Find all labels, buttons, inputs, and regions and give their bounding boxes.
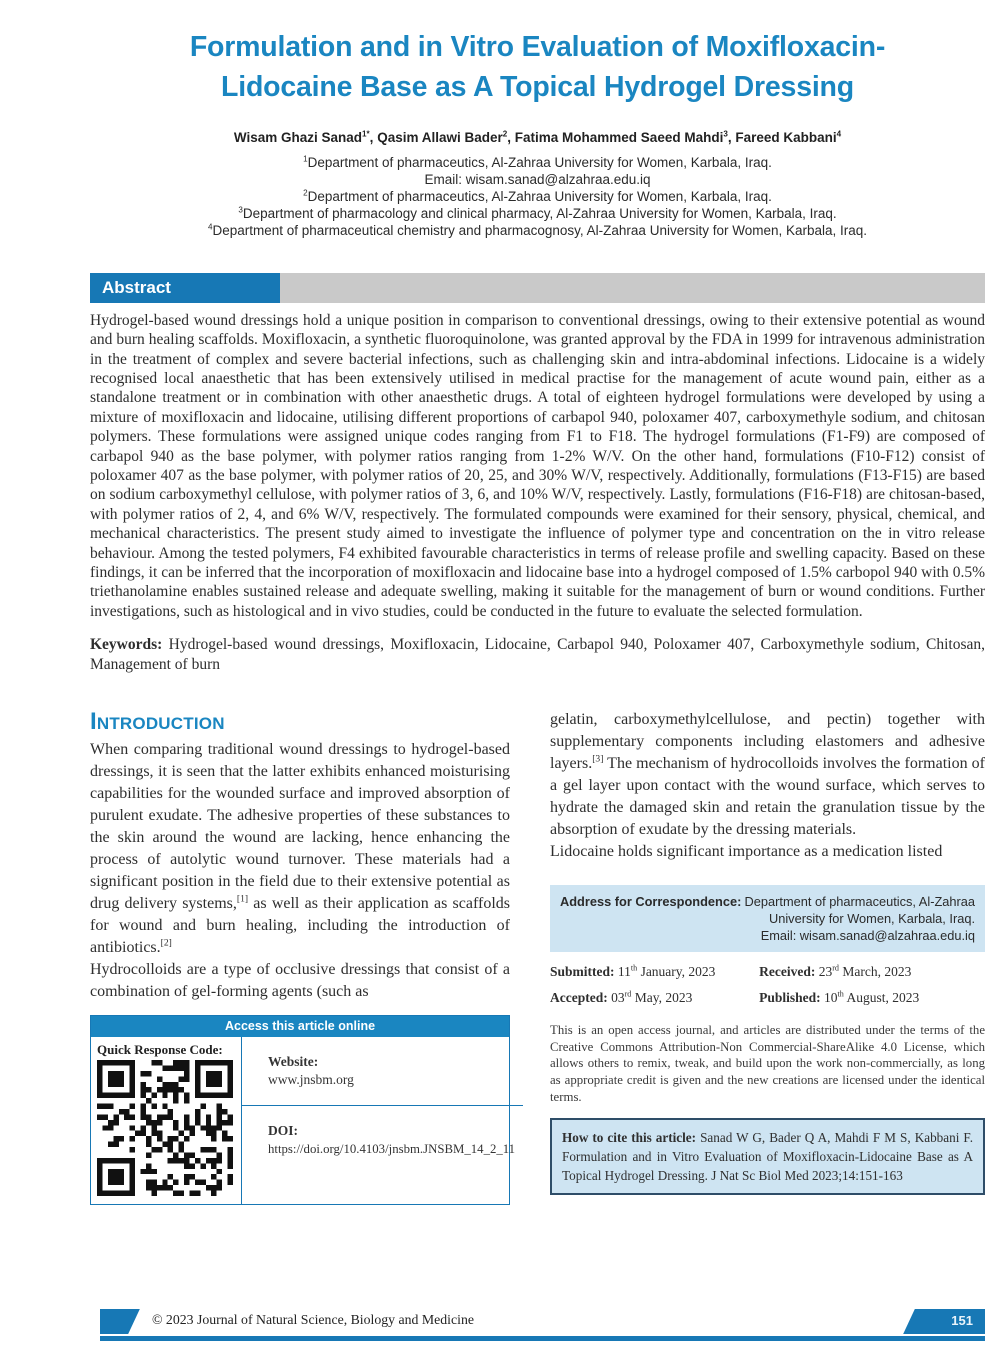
access-box-header: Access this article online bbox=[91, 1016, 509, 1037]
body-paragraph-3: gelatin, carboxymethylcellulose, and pectin) together with supplementary components including elastomers and adhesive layers.[3] The mechanism of hydrocolloids involves the formation of a gel layer upon contact with the wound surface, which serves to hydrate the damaged skin and retain the granulation tissue by the absorption of exudate by the dressing materials. bbox=[550, 711, 985, 839]
affiliation-superscript: 4 bbox=[207, 222, 213, 232]
cite-text: Sanad W G, Bader Q A, Mahdi F M S, Kabbani F. Formulation and in Vitro Evaluation of Moxifloxacin-Lidocaine Base as A Topical Hydrogel Dressing. J Nat Sc Biol Med 2023;14:151-163 bbox=[562, 1130, 973, 1184]
footer-band bbox=[100, 1309, 985, 1334]
open-access-statement: This is an open access journal, and articles are distributed under the terms of the Creative Commons Attribution-Non Commercial-ShareAlike 4.0 License, which allows others to remix, tweak, and build upon the work non-commercially, as long as appropriate credit is given and the new creations are licensed under the identical terms. bbox=[550, 1023, 985, 1104]
right-column bbox=[550, 709, 985, 1205]
qr-code bbox=[97, 1060, 233, 1196]
abstract-section-header bbox=[90, 273, 985, 303]
author: Fareed Kabbani$^4$ bbox=[735, 129, 842, 145]
author-superscript: 4 bbox=[836, 129, 842, 139]
author: Wisam Ghazi Sanad$^{1*}$, bbox=[233, 129, 378, 145]
reference-marker-1: [1] bbox=[236, 893, 249, 905]
correspondence-label: Address for Correspondence: bbox=[560, 894, 742, 910]
affiliations bbox=[90, 154, 985, 239]
introduction-paragraph-2: Hydrocolloids are a type of occlusive dressings that consist of a combination of gel-forming agents (such as bbox=[90, 961, 510, 1001]
correspondence-box bbox=[550, 885, 985, 952]
two-column-body bbox=[90, 709, 985, 1205]
page-number: 151 bbox=[951, 1313, 973, 1328]
affiliation-line: $^2$Department of pharmaceutics, Al-Zahraa University for Women, Karbala, Iraq. bbox=[303, 188, 772, 204]
how-to-cite-box bbox=[550, 1118, 985, 1195]
correspondence-email: Email: wisam.sanad@alzahraa.edu.iq bbox=[760, 928, 975, 944]
access-box-grid bbox=[91, 1037, 516, 1204]
doi-url: https://doi.org/10.4103/jnsbm.JNSBM_14_2_11 bbox=[268, 1142, 516, 1157]
author-superscript: 3 bbox=[723, 129, 728, 139]
access-links bbox=[241, 1037, 523, 1204]
affiliation-line: $^4$Department of pharmaceutical chemistry and pharmacognosy, Al-Zahraa University for Women, Karbala, Iraq. bbox=[207, 222, 868, 238]
keywords-label: Keywords: bbox=[90, 636, 163, 654]
keywords-text: Hydrogel-based wound dressings, Moxifloxacin, Lidocaine, Carbapol 940, Poloxamer 407, Carboxymethyle sodium, Chitosan, Management of burn bbox=[90, 636, 985, 674]
footer-rule bbox=[100, 1336, 985, 1341]
title-line-1: Formulation and in Vitro Evaluation of Moxifloxacin- bbox=[189, 31, 886, 63]
access-article-online-box bbox=[90, 1015, 516, 1205]
doi-cell bbox=[242, 1105, 523, 1204]
abstract-text: Hydrogel-based wound dressings hold a unique position in comparison to conventional dressings, owing to their extensive potential as wound and burn healing scaffolds. Moxifloxacin, a synthetic fluoroquinolone, was granted approval by the FDA in 1999 for intravenous administration in the treatment of complex and severe bacterial infections, such as challenging skin and intra-abdominal infections. Lidocaine is a widely recognised local anaesthetic that has been extensively utilised in medical practise for the management of acute wound pain, either as a standalone treatment or in combination with other anaesthetic drugs. A total of eighteen hydrogel formulations were developed by using a mixture of moxifloxacin and lidocaine, utilising different proportions of carbapol 940, poloxamer 407, carboxymethyle sodium, and chitosan polymers. These formulations were assigned unique codes ranging from F1 to F18. The hydrogel formulations (F1-F9) are composed of carbapol 940 as the base polymer, with polymer ratios ranging from 1-2% W/V. On the other hand, formulations (F10-F12) consist of poloxamer 407 as the base polymer, with polymer ratios of 20, 25, and 30% W/V, respectively. Additionally, formulations (F13-F15) are based on sodium carboxymethyl cellulose, with polymer ratios of 3, 6, and 10% W/V, respectively. Lastly, formulations (F16-F18) are chitosan-based, with polymer ratios of 2, 4, and 6% W/V, respectively. The formulated compounds were examined for their sensory, physical, chemical, and mechanical characteristics. The present study aimed to investigate the influence of polymer type and concentration on the in vitro release behaviour. Among the tested polymers, F4 exhibited favourable characteristics in terms of release profile and swelling capacity. Based on these findings, it can be inferred that the incorporation of moxifloxacin and lidocaine base into a hydrogel composed of 1.5% carbopol 940 with 0.5% triethanolamine enables sustained release and adequate swelling, making it suitable for the management of burn or wound conditions. Further investigations, such as histological and in vivo studies, could be conducted in the future to evaluate the selected formulation. bbox=[90, 311, 985, 620]
cite-label: How to cite this article: bbox=[562, 1130, 697, 1146]
title-line-2: Lidocaine Base as A Topical Hydrogel Dressing bbox=[221, 70, 854, 103]
introduction-heading: Introduction bbox=[90, 708, 225, 736]
doi-label: DOI: bbox=[268, 1123, 298, 1139]
affiliation-line: $^3$Department of pharmacology and clinical pharmacy, Al-Zahraa University for Women, Karbala, Iraq. bbox=[238, 205, 837, 221]
introduction-paragraph-1: When comparing traditional wound dressings to hydrogel-based dressings, it is seen that the latter exhibits enhanced moisturising capabilities for the wounded surface and improved absorption of purulent exudate. The adhesive properties of these substances to the skin around the wound are lacking, hence enhancing the process of autolytic wound turnover. These materials had a significant position in the field due to their extensive potential as drug delivery systems,[1] as well as their application as scaffolds for wound and burn healing, including the introduction of antibiotics.[2] bbox=[90, 741, 511, 957]
abstract-heading-rule bbox=[280, 273, 985, 303]
author-superscript: 1* bbox=[362, 129, 370, 139]
qr-cell bbox=[91, 1037, 241, 1204]
website-url: www.jnsbm.org bbox=[268, 1072, 354, 1088]
left-column bbox=[90, 708, 516, 1205]
correspondence-address: Department of pharmaceutics, Al-Zahraa University for Women, Karbala, Iraq. bbox=[744, 894, 975, 927]
body-paragraph-4: Lidocaine holds significant importance as a medication listed bbox=[550, 843, 943, 861]
website-label: Website: bbox=[268, 1054, 319, 1070]
affiliation-superscript: 2 bbox=[303, 188, 308, 198]
copyright-text: © 2023 Journal of Natural Science, Biology and Medicine bbox=[152, 1312, 474, 1327]
abstract-heading: Abstract bbox=[90, 273, 280, 303]
article-title bbox=[90, 28, 985, 108]
affiliation-line: $^1$Department of pharmaceutics, Al-Zahraa University for Women, Karbala, Iraq. bbox=[303, 154, 772, 170]
reference-marker-2: [2] bbox=[160, 937, 172, 949]
qr-code-label: Quick Response Code: bbox=[97, 1042, 223, 1058]
affiliation-superscript: 3 bbox=[238, 205, 243, 215]
page-footer bbox=[100, 1309, 985, 1341]
keywords-line bbox=[90, 635, 985, 675]
submitted-date: Submitted: 11th January, 2023 bbox=[550, 963, 716, 980]
author-superscript: 2 bbox=[502, 129, 508, 139]
affiliation-superscript: 1 bbox=[303, 154, 308, 164]
affiliation-line: Email: wisam.sanad@alzahraa.edu.iq bbox=[424, 171, 651, 187]
author: Fatima Mohammed Saeed Mahdi$^3$, bbox=[514, 129, 736, 145]
authors-line bbox=[90, 130, 985, 145]
article-dates bbox=[550, 964, 985, 1006]
author: Qasim Allawi Bader$^2$, bbox=[377, 129, 515, 145]
published-date: Published: 10th August, 2023 bbox=[759, 989, 920, 1006]
reference-marker-3: [3] bbox=[592, 753, 604, 765]
received-date: Received: 23rd March, 2023 bbox=[759, 963, 912, 980]
website-cell bbox=[242, 1037, 523, 1105]
accepted-date: Accepted: 03rd May, 2023 bbox=[550, 989, 693, 1006]
